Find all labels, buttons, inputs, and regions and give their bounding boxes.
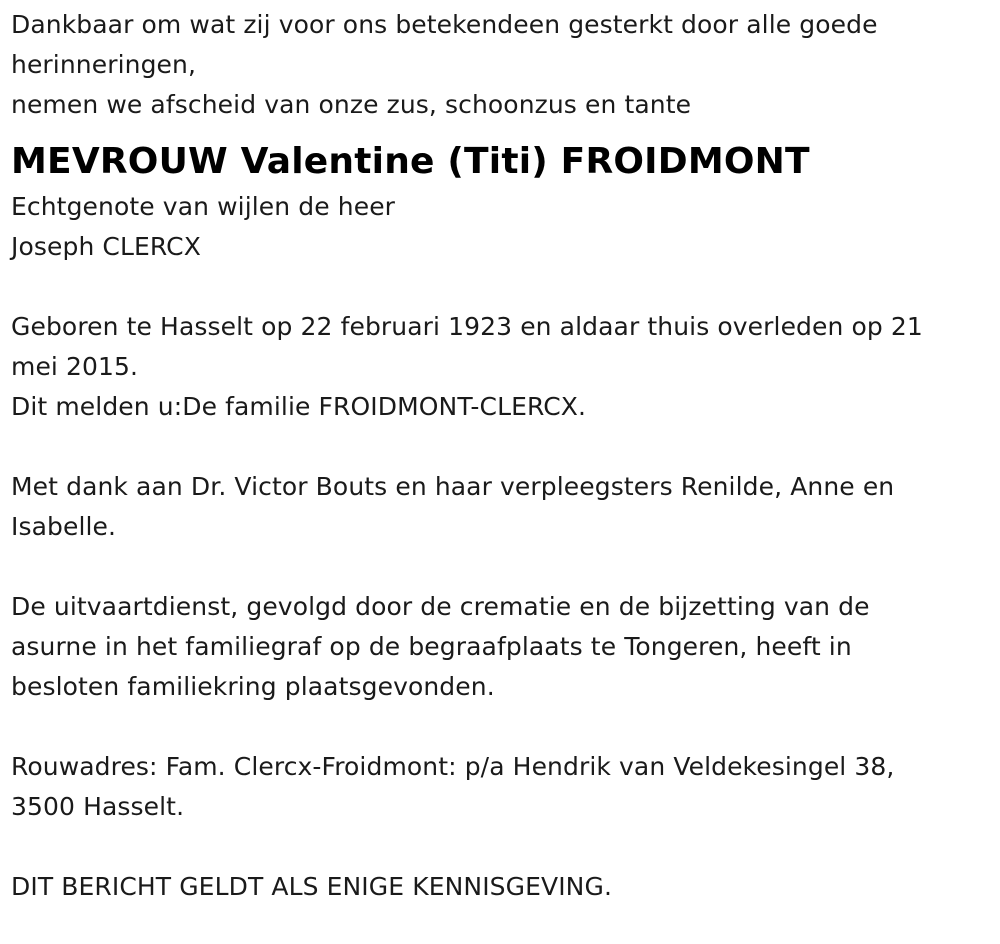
deceased-name: MEVROUW Valentine (Titi) FROIDMONT — [11, 141, 810, 182]
funeral-line-1: De uitvaartdienst, gevolgd door de crematie en de bijzetting van de — [11, 592, 870, 621]
closing-paragraph — [11, 867, 986, 907]
address-line-1: Rouwadres: Fam. Clercx-Froidmont: p/a Hendrik van Veldekesingel 38, — [11, 752, 895, 781]
spacer — [11, 707, 986, 747]
birth-death-paragraph — [11, 307, 986, 427]
spacer — [11, 267, 986, 307]
spacer — [11, 547, 986, 587]
birth-death-line-1: Geboren te Hasselt op 22 februari 1923 en aldaar thuis overleden op 21 — [11, 312, 923, 341]
address-paragraph — [11, 747, 986, 827]
spacer — [11, 827, 986, 867]
announcement-line: Dit melden u:De familie FROIDMONT-CLERCX. — [11, 392, 587, 421]
intro-line-3: nemen we afscheid van onze zus, schoonzus en tante — [11, 90, 692, 119]
birth-death-line-2: mei 2015. — [11, 352, 139, 381]
closing-line: DIT BERICHT GELDT ALS ENIGE KENNISGEVING. — [11, 872, 612, 901]
intro-line-2: herinneringen, — [11, 50, 197, 79]
deceased-block — [11, 137, 986, 267]
funeral-line-3: besloten familiekring plaatsgevonden. — [11, 672, 495, 701]
spacer — [11, 427, 986, 467]
spouse-line-1: Echtgenote van wijlen de heer — [11, 192, 396, 221]
intro-paragraph — [11, 5, 986, 125]
address-line-2: 3500 Hasselt. — [11, 792, 185, 821]
thanks-line-2: Isabelle. — [11, 512, 117, 541]
spouse-line-2: Joseph CLERCX — [11, 232, 201, 261]
death-notice — [11, 5, 986, 907]
intro-line-1: Dankbaar om wat zij voor ons betekendeen gesterkt door alle goede — [11, 10, 878, 39]
thanks-paragraph — [11, 467, 986, 547]
funeral-paragraph — [11, 587, 986, 707]
funeral-line-2: asurne in het familiegraf op de begraafplaats te Tongeren, heeft in — [11, 632, 852, 661]
thanks-line-1: Met dank aan Dr. Victor Bouts en haar verpleegsters Renilde, Anne en — [11, 472, 895, 501]
